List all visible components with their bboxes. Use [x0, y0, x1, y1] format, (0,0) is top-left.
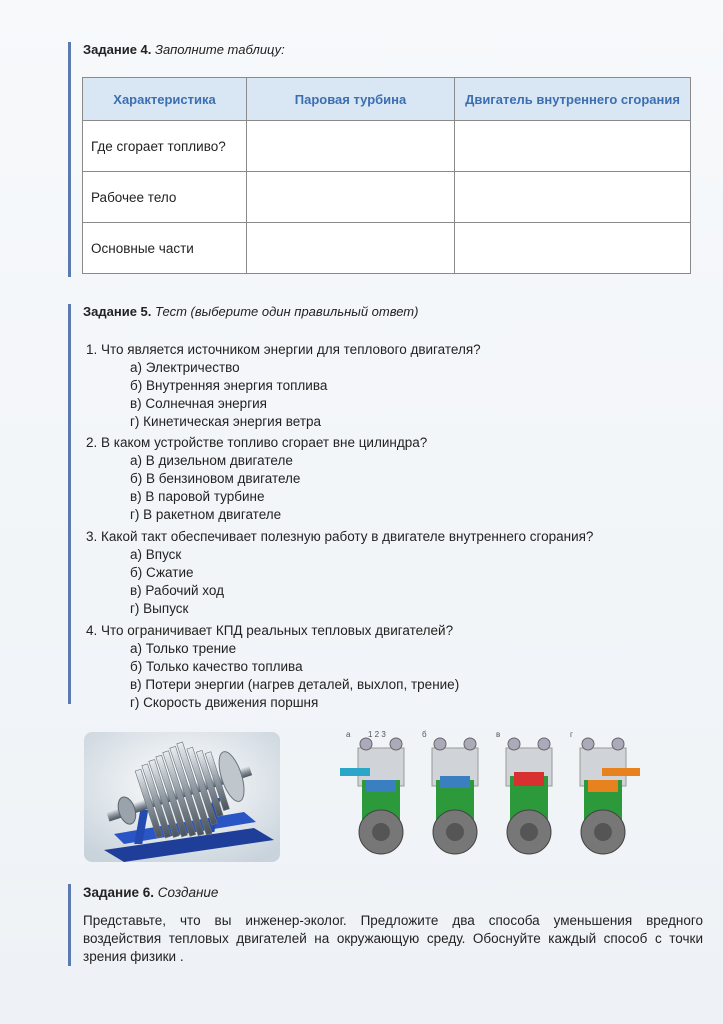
table-header: Паровая турбина [247, 78, 455, 121]
answer-option[interactable]: г) Выпуск [130, 601, 189, 616]
task6-section [68, 884, 703, 966]
answer-option[interactable]: в) В паровой турбине [130, 489, 265, 504]
table-header: Двигатель внутреннего сгорания [455, 78, 691, 121]
table-row [83, 121, 691, 172]
engine-label-a: а [346, 730, 351, 739]
question-2 [86, 434, 427, 524]
answer-option[interactable]: а) В дизельном двигателе [130, 453, 293, 468]
answer-option[interactable]: г) Скорость движения поршня [130, 695, 319, 710]
answer-option[interactable]: а) Электричество [130, 360, 240, 375]
answer-cell[interactable] [247, 121, 455, 172]
answer-cell[interactable] [247, 172, 455, 223]
answer-option[interactable]: в) Потери энергии (нагрев деталей, выхлоп, трение) [130, 677, 460, 692]
row-label: Рабочее тело [83, 172, 247, 223]
engine-cylinder-c [506, 738, 552, 854]
answer-option[interactable]: г) Кинетическая энергия ветра [130, 414, 322, 429]
engine-cylinder-d [580, 738, 640, 854]
question-text: 2. В каком устройстве топливо сгорает вне цилиндра? [86, 435, 428, 450]
engine-label-b: б [422, 730, 427, 739]
question-text: 1. Что является источником энергии для теплового двигателя? [86, 342, 481, 357]
question-text: 4. Что ограничивает КПД реальных тепловых двигателей? [86, 623, 454, 638]
engine-cylinder-a [340, 738, 404, 854]
row-label: Основные части [83, 223, 247, 274]
row-label: Где сгорает топливо? [83, 121, 247, 172]
question-1 [86, 341, 481, 431]
engine-strokes-diagram [340, 730, 640, 862]
answer-cell[interactable] [455, 121, 691, 172]
engine-cylinder-b [432, 738, 478, 854]
answer-option[interactable]: а) Только трение [130, 641, 237, 656]
answer-option[interactable]: г) В ракетном двигателе [130, 507, 282, 522]
table-row [83, 172, 691, 223]
answer-option[interactable]: в) Рабочий ход [130, 583, 224, 598]
answer-cell[interactable] [455, 172, 691, 223]
answer-option[interactable]: а) Впуск [130, 547, 182, 562]
table-header: Характеристика [83, 78, 247, 121]
question-3 [86, 528, 593, 618]
engine-label-numbers: 1 2 3 [368, 730, 386, 739]
answer-option[interactable]: б) Внутренняя энергия топлива [130, 378, 328, 393]
question-text: 3. Какой такт обеспечивает полезную работу в двигателе внутреннего сгорания? [86, 529, 594, 544]
answer-cell[interactable] [247, 223, 455, 274]
answer-option[interactable]: б) Сжатие [130, 565, 194, 580]
task5-title: Задание 5. Тест (выберите один правильный ответ) [83, 304, 419, 319]
task6-title: Задание 6. Создание [83, 885, 219, 900]
engine-label-d: г [570, 730, 573, 739]
engine-label-c: в [496, 730, 501, 739]
question-4 [86, 622, 459, 712]
table-row [83, 223, 691, 274]
answer-option[interactable]: б) Только качество топлива [130, 659, 303, 674]
steam-turbine-image [84, 732, 280, 862]
task4-table [82, 77, 691, 274]
task6-text: Представьте, что вы инженер-эколог. Предложите два способа уменьшения вредного воздействия тепловых двигателей на окружающую среду. Обоснуйте каждый способ с точки зрения физики . [83, 913, 703, 964]
task4-title: Задание 4. Заполните таблицу: [83, 42, 285, 57]
answer-option[interactable]: б) В бензиновом двигателе [130, 471, 301, 486]
answer-cell[interactable] [455, 223, 691, 274]
answer-option[interactable]: в) Солнечная энергия [130, 396, 267, 411]
